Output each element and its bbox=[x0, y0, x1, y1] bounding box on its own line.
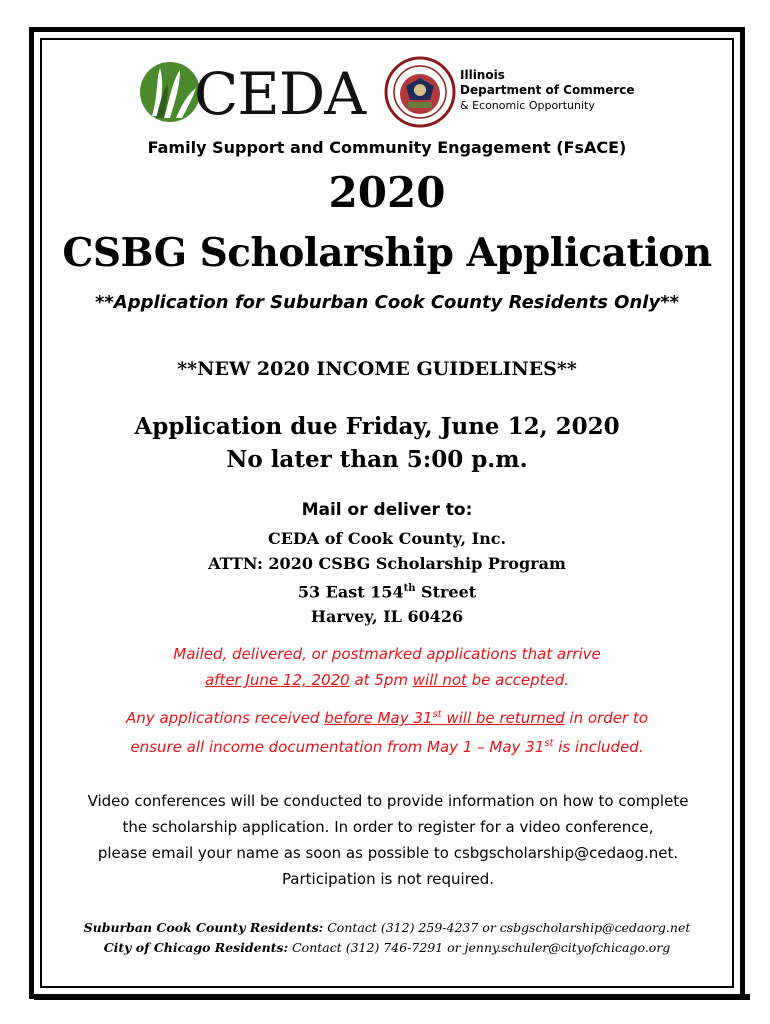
warning-emphasis bbox=[324, 709, 564, 727]
address-street bbox=[42, 576, 732, 604]
info-line: Video conferences will be conducted to provide information on how to complete bbox=[87, 792, 689, 810]
contact-suburban bbox=[42, 918, 732, 938]
info-line: please email your name as soon as possible to csbgscholarship@cedaog.net. bbox=[97, 844, 679, 862]
street-ordinal: th bbox=[403, 583, 416, 594]
warning-text: is included. bbox=[553, 738, 644, 756]
warning-text: will be returned bbox=[441, 709, 565, 727]
contact-label: Suburban Cook County Residents: bbox=[83, 920, 324, 935]
page-title: CSBG Scholarship Application bbox=[62, 230, 712, 276]
warning-date: before May 31 bbox=[324, 709, 433, 727]
ordinal: st bbox=[432, 709, 442, 720]
late-application-warning bbox=[42, 641, 732, 693]
partner-line-3: & Economic Opportunity bbox=[460, 99, 595, 112]
contact-info bbox=[42, 918, 732, 958]
info-line: Participation is not required. bbox=[281, 870, 495, 888]
application-year: 2020 bbox=[328, 168, 446, 217]
warning-text: ensure all income documentation from May 1 – May 31 bbox=[130, 738, 545, 756]
mail-heading: Mail or deliver to: bbox=[301, 500, 473, 520]
street-suffix: Street bbox=[415, 582, 477, 602]
ceda-leaf-icon bbox=[138, 60, 202, 124]
contact-text: Contact (312) 259-4237 or csbgscholarship@cedaorg.net bbox=[323, 920, 691, 935]
early-application-warning bbox=[42, 702, 732, 760]
video-conference-info bbox=[48, 788, 728, 892]
contact-label: City of Chicago Residents: bbox=[103, 940, 289, 955]
mailing-address bbox=[42, 526, 732, 629]
warning-text: in order to bbox=[564, 709, 648, 727]
warning-line bbox=[42, 731, 732, 760]
ordinal: st bbox=[544, 738, 554, 749]
warning-date: after June 12, 2020 bbox=[204, 671, 350, 689]
contact-chicago bbox=[42, 938, 732, 958]
commerce-department-label bbox=[460, 68, 635, 113]
illinois-seal-icon bbox=[384, 56, 456, 128]
warning-emphasis: will not bbox=[412, 671, 467, 689]
partner-line-2: Department of Commerce bbox=[460, 83, 635, 97]
program-name: Family Support and Community Engagement (FsACE) bbox=[147, 138, 627, 157]
deadline-date: Application due Friday, June 12, 2020 bbox=[134, 413, 620, 440]
info-line: the scholarship application. In order to register for a video conference, bbox=[122, 818, 654, 836]
warning-text: Any applications received bbox=[126, 709, 325, 727]
warning-text: at 5pm bbox=[349, 671, 413, 689]
income-guidelines-notice: **NEW 2020 INCOME GUIDELINES** bbox=[177, 358, 577, 380]
ceda-wordmark: CEDA bbox=[194, 60, 366, 128]
warning-text: be accepted. bbox=[466, 671, 570, 689]
eligibility-subtitle: **Application for Suburban Cook County Residents Only** bbox=[94, 292, 680, 313]
warning-line bbox=[42, 667, 732, 693]
warning-line: Mailed, delivered, or postmarked applications that arrive bbox=[173, 645, 601, 663]
contact-text: Contact (312) 746-7291 or jenny.schuler@cityofchicago.org bbox=[288, 940, 671, 955]
logo-row bbox=[138, 56, 658, 146]
address-city: Harvey, IL 60426 bbox=[310, 607, 464, 627]
deadline-time: No later than 5:00 p.m. bbox=[226, 446, 528, 473]
address-org: CEDA of Cook County, Inc. bbox=[267, 529, 507, 548]
partner-line-1: Illinois bbox=[460, 68, 505, 82]
deadline-block bbox=[112, 410, 642, 476]
address-attn: ATTN: 2020 CSBG Scholarship Program bbox=[208, 554, 566, 573]
street-number: 53 East 154 bbox=[297, 582, 404, 602]
warning-line bbox=[42, 702, 732, 731]
